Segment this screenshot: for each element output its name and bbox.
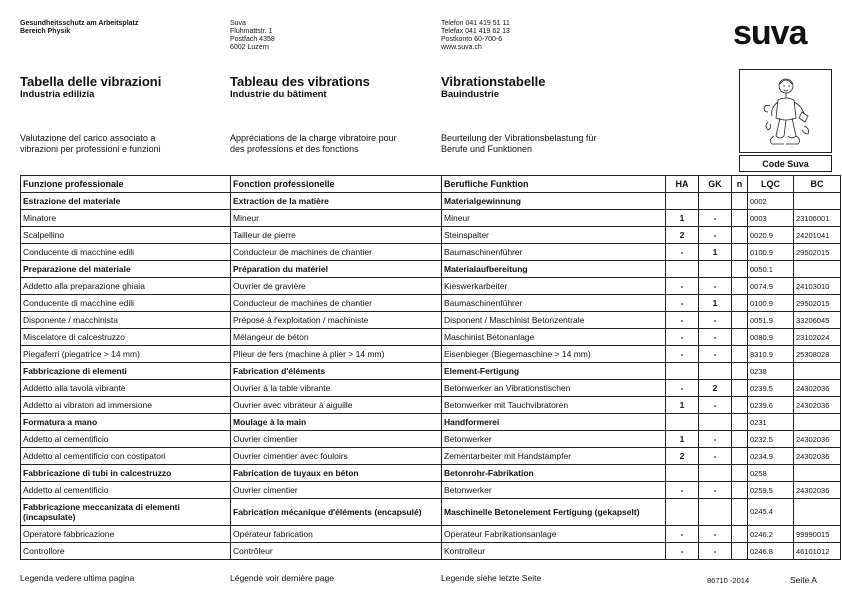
cell-n bbox=[732, 431, 748, 448]
cell-function-fr: Conducteur de machines de chantier bbox=[231, 244, 442, 261]
cell-lqc: 0100.9 bbox=[748, 295, 794, 312]
cell-gk: - bbox=[699, 448, 732, 465]
cell-ha: 1 bbox=[666, 210, 699, 227]
table-header-row bbox=[21, 176, 841, 193]
header-cell: HA bbox=[666, 176, 699, 193]
cell-gk: - bbox=[699, 346, 732, 363]
header-line: Fluhmattstr. 1 bbox=[230, 28, 273, 35]
cell-lqc: 0246.8 bbox=[748, 543, 794, 560]
cell-bc bbox=[794, 465, 841, 482]
cell-function-it: Addetto al cementificio con costipatori bbox=[21, 448, 231, 465]
cell-ha: 1 bbox=[666, 397, 699, 414]
cell-function-de: Kontrolleur bbox=[442, 543, 666, 560]
cell-gk: - bbox=[699, 227, 732, 244]
cell-bc: 24302036 bbox=[794, 448, 841, 465]
cell-ha: - bbox=[666, 482, 699, 499]
cell-function-it: Disponente / macchinista bbox=[21, 312, 231, 329]
cell-function-fr: Ouvrier cimentier bbox=[231, 431, 442, 448]
cell-function-fr: Ouvrier cimentier avec fouloirs bbox=[231, 448, 442, 465]
cell-function-it: Piegaferri (piegatrice > 14 mm) bbox=[21, 346, 231, 363]
cell-ha: - bbox=[666, 244, 699, 261]
cell-function-de: Handformerei bbox=[442, 414, 666, 431]
cell-function-de: Steinspalter bbox=[442, 227, 666, 244]
cell-n bbox=[732, 526, 748, 543]
cell-function-de: Operateur Fabrikationsanlage bbox=[442, 526, 666, 543]
header-line: Postfach 4358 bbox=[230, 36, 275, 43]
header-line: Postkonto 60-700-6 bbox=[441, 36, 503, 43]
header-cell: n bbox=[732, 176, 748, 193]
table-row bbox=[21, 482, 841, 499]
cell-gk: - bbox=[699, 526, 732, 543]
table-row bbox=[21, 431, 841, 448]
cell-function-it: Fabbricazione meccanizata di elementi (incapsulate) bbox=[21, 499, 231, 526]
cell-function-it: Conducente di macchine edili bbox=[21, 295, 231, 312]
header-line: Telefax 041 419 62 13 bbox=[441, 28, 510, 35]
cell-lqc: 0259.5 bbox=[748, 482, 794, 499]
cell-ha bbox=[666, 414, 699, 431]
cell-lqc: 0239.6 bbox=[748, 397, 794, 414]
cell-lqc: 0020.9 bbox=[748, 227, 794, 244]
cell-function-it: Scalpellino bbox=[21, 227, 231, 244]
document-number: 86710 -2014 bbox=[707, 576, 750, 585]
cell-function-it: Addetto ai vibratori ad immersione bbox=[21, 397, 231, 414]
cell-lqc: 0080.9 bbox=[748, 329, 794, 346]
header-line: Suva bbox=[230, 20, 246, 27]
header-department bbox=[20, 20, 138, 36]
cell-lqc: 0238 bbox=[748, 363, 794, 380]
cell-function-it: Conducente di macchine edili bbox=[21, 244, 231, 261]
table-section-row bbox=[21, 465, 841, 482]
cell-function-fr: Préparation du matériel bbox=[231, 261, 442, 278]
cell-function-fr: Fabrication de tuyaux en béton bbox=[231, 465, 442, 482]
table-row bbox=[21, 329, 841, 346]
page-title-it: Tabella delle vibrazioni bbox=[20, 74, 162, 89]
cell-n bbox=[732, 278, 748, 295]
cell-gk bbox=[699, 261, 732, 278]
cell-gk: - bbox=[699, 397, 732, 414]
cell-function-de: Materialgewinnung bbox=[442, 193, 666, 210]
cell-n bbox=[732, 363, 748, 380]
cell-function-fr: Ouvrier avec vibrateur à aiguille bbox=[231, 397, 442, 414]
cell-bc: 33206045 bbox=[794, 312, 841, 329]
cell-function-de: Maschinelle Betonelement Fertigung (gekapselt) bbox=[442, 499, 666, 526]
cell-lqc: 0234.9 bbox=[748, 448, 794, 465]
cell-bc bbox=[794, 499, 841, 526]
cell-bc: 24302036 bbox=[794, 482, 841, 499]
suva-mascot-icon bbox=[740, 70, 831, 152]
table-section-row bbox=[21, 363, 841, 380]
cell-function-fr: Extraction de la matière bbox=[231, 193, 442, 210]
cell-gk: - bbox=[699, 210, 732, 227]
cell-function-it: Preparazione del materiale bbox=[21, 261, 231, 278]
footer-legend-it: Legenda vedere ultima pagina bbox=[20, 573, 135, 583]
cell-ha: - bbox=[666, 278, 699, 295]
table-row bbox=[21, 227, 841, 244]
cell-function-fr: Fabrication d'éléments bbox=[231, 363, 442, 380]
cell-function-fr: Ouvrier de gravière bbox=[231, 278, 442, 295]
cell-function-it: Controllore bbox=[21, 543, 231, 560]
cell-function-de: Eisenbieger (Biegemaschine > 14 mm) bbox=[442, 346, 666, 363]
intro-line: des professions et des fonctions bbox=[230, 144, 359, 154]
cell-function-fr: Fabrication mécanique d'éléments (encapsulé) bbox=[231, 499, 442, 526]
header-cell: LQC bbox=[748, 176, 794, 193]
page-indicator: Seite A bbox=[790, 575, 817, 585]
header-address bbox=[230, 20, 275, 52]
cell-function-fr: Ouvrier cimentier bbox=[231, 482, 442, 499]
page-title-de: Vibrationstabelle bbox=[441, 74, 546, 89]
cell-lqc: 0231 bbox=[748, 414, 794, 431]
cell-function-it: Addetto al cementificio bbox=[21, 482, 231, 499]
footer-legend-fr: Légende voir dernière page bbox=[230, 573, 334, 583]
cell-function-fr: Mélangeur de béton bbox=[231, 329, 442, 346]
cell-n bbox=[732, 227, 748, 244]
cell-function-de: Betonwerker bbox=[442, 482, 666, 499]
header-line: 6002 Luzern bbox=[230, 44, 269, 51]
intro-line: vibrazioni per professioni e funzioni bbox=[20, 144, 161, 154]
cell-function-fr: Plieur de fers (machine à plier > 14 mm) bbox=[231, 346, 442, 363]
cell-bc bbox=[794, 363, 841, 380]
cell-ha bbox=[666, 193, 699, 210]
cell-n bbox=[732, 448, 748, 465]
intro-line: Berufe und Funktionen bbox=[441, 144, 533, 154]
cell-function-de: Baumaschinenführer bbox=[442, 295, 666, 312]
header-contact bbox=[441, 20, 510, 52]
cell-function-fr: Tailleur de pierre bbox=[231, 227, 442, 244]
cell-function-it: Estrazione del materiale bbox=[21, 193, 231, 210]
page-subtitle-fr: Industrie du bâtiment bbox=[230, 89, 327, 100]
header-line: Bereich Physik bbox=[20, 28, 71, 35]
cell-function-de: Maschinist Betonanlage bbox=[442, 329, 666, 346]
table-section-row bbox=[21, 261, 841, 278]
cell-function-de: Mineur bbox=[442, 210, 666, 227]
title-block-de bbox=[441, 74, 546, 100]
page-subtitle-it: Industria edilizia bbox=[20, 89, 95, 100]
cell-n bbox=[732, 329, 748, 346]
cell-lqc: 0239.5 bbox=[748, 380, 794, 397]
cell-gk: 2 bbox=[699, 380, 732, 397]
cell-function-de: Kieswerkarbeiter bbox=[442, 278, 666, 295]
cell-bc bbox=[794, 193, 841, 210]
cell-gk: 1 bbox=[699, 295, 732, 312]
cell-bc: 24302036 bbox=[794, 431, 841, 448]
cell-gk: - bbox=[699, 482, 732, 499]
cell-function-fr: Moulage à la main bbox=[231, 414, 442, 431]
cell-ha: - bbox=[666, 346, 699, 363]
cell-function-it: Formatura a mano bbox=[21, 414, 231, 431]
cell-lqc: 0050.1 bbox=[748, 261, 794, 278]
cell-n bbox=[732, 210, 748, 227]
cell-gk bbox=[699, 363, 732, 380]
code-suva-label: Code Suva bbox=[739, 155, 832, 172]
cell-bc: 24302036 bbox=[794, 397, 841, 414]
cell-function-de: Zementarbeiter mit Handstampfer bbox=[442, 448, 666, 465]
table-row bbox=[21, 295, 841, 312]
cell-lqc: 0002 bbox=[748, 193, 794, 210]
cell-ha: 2 bbox=[666, 448, 699, 465]
cell-n bbox=[732, 295, 748, 312]
cell-function-it: Addetto alla tavola vibrante bbox=[21, 380, 231, 397]
table-row bbox=[21, 543, 841, 560]
cell-n bbox=[732, 244, 748, 261]
cell-n bbox=[732, 465, 748, 482]
header-line: Gesundheitsschutz am Arbeitsplatz bbox=[20, 20, 139, 27]
cell-n bbox=[732, 193, 748, 210]
cell-ha bbox=[666, 465, 699, 482]
cell-function-it: Minatore bbox=[21, 210, 231, 227]
cell-gk: - bbox=[699, 278, 732, 295]
vibration-table bbox=[20, 175, 841, 560]
cell-function-de: Betonwerker an Vibrationstischen bbox=[442, 380, 666, 397]
cell-ha bbox=[666, 261, 699, 278]
cell-ha: - bbox=[666, 312, 699, 329]
cell-function-de: Betonrohr-Fabrikation bbox=[442, 465, 666, 482]
cell-gk: - bbox=[699, 312, 732, 329]
table-row bbox=[21, 244, 841, 261]
intro-it bbox=[20, 133, 161, 155]
table-section-row bbox=[21, 414, 841, 431]
intro-line: Appréciations de la charge vibratoire pour bbox=[230, 133, 397, 143]
cell-n bbox=[732, 482, 748, 499]
cell-ha: - bbox=[666, 526, 699, 543]
cell-function-de: Betonwerker mit Tauchvibratoren bbox=[442, 397, 666, 414]
cell-function-it: Miscelatore di calcestruzzo bbox=[21, 329, 231, 346]
cell-bc: 29502015 bbox=[794, 295, 841, 312]
header-cell: Fonction professionelle bbox=[231, 176, 442, 193]
header-cell: Berufliche Funktion bbox=[442, 176, 666, 193]
cell-function-it: Addetto al cementificio bbox=[21, 431, 231, 448]
cell-bc: 23106001 bbox=[794, 210, 841, 227]
cell-bc bbox=[794, 414, 841, 431]
cell-lqc: 8310.9 bbox=[748, 346, 794, 363]
cell-function-de: Betonwerker bbox=[442, 431, 666, 448]
suva-logo: suva bbox=[733, 14, 807, 52]
suva-illustration bbox=[739, 69, 832, 153]
cell-bc: 46101012 bbox=[794, 543, 841, 560]
cell-gk bbox=[699, 465, 732, 482]
cell-n bbox=[732, 414, 748, 431]
cell-function-de: Disponent / Maschinist Betonzentrale bbox=[442, 312, 666, 329]
cell-lqc: 0232.5 bbox=[748, 431, 794, 448]
cell-ha bbox=[666, 499, 699, 526]
table-row bbox=[21, 380, 841, 397]
header-line: www.suva.ch bbox=[441, 44, 482, 51]
intro-fr bbox=[230, 133, 397, 155]
cell-gk bbox=[699, 193, 732, 210]
cell-bc: 25308028 bbox=[794, 346, 841, 363]
cell-lqc: 0100.9 bbox=[748, 244, 794, 261]
cell-function-it: Operatore fabbricazione bbox=[21, 526, 231, 543]
cell-lqc: 0245.4 bbox=[748, 499, 794, 526]
cell-gk bbox=[699, 499, 732, 526]
cell-lqc: 0051.9 bbox=[748, 312, 794, 329]
cell-ha: - bbox=[666, 543, 699, 560]
cell-function-fr: Contrôleur bbox=[231, 543, 442, 560]
table-row bbox=[21, 312, 841, 329]
cell-function-it: Fabbricazione di tubi in calcestruzzo bbox=[21, 465, 231, 482]
cell-lqc: 0003 bbox=[748, 210, 794, 227]
table-row bbox=[21, 526, 841, 543]
header-line: Telefon 041 419 51 11 bbox=[441, 20, 510, 27]
cell-gk bbox=[699, 414, 732, 431]
page-subtitle-de: Bauindustrie bbox=[441, 89, 500, 100]
cell-n bbox=[732, 261, 748, 278]
cell-n bbox=[732, 312, 748, 329]
cell-lqc: 0258 bbox=[748, 465, 794, 482]
cell-function-fr: Conducteur de machines de chantier bbox=[231, 295, 442, 312]
cell-gk: - bbox=[699, 543, 732, 560]
cell-ha: 1 bbox=[666, 431, 699, 448]
title-block-fr bbox=[230, 74, 370, 100]
cell-gk: 1 bbox=[699, 244, 732, 261]
title-block-it bbox=[20, 74, 161, 100]
header-cell: Funzione professionale bbox=[21, 176, 231, 193]
header-cell: BC bbox=[794, 176, 841, 193]
cell-bc: 24201041 bbox=[794, 227, 841, 244]
page-title-fr: Tableau des vibrations bbox=[230, 74, 370, 89]
cell-function-de: Baumaschinenführer bbox=[442, 244, 666, 261]
cell-n bbox=[732, 346, 748, 363]
cell-n bbox=[732, 499, 748, 526]
table-row bbox=[21, 346, 841, 363]
intro-line: Beurteilung der Vibrationsbelastung für bbox=[441, 133, 597, 143]
cell-bc: 24103010 bbox=[794, 278, 841, 295]
cell-ha: - bbox=[666, 295, 699, 312]
table-row bbox=[21, 278, 841, 295]
table-section-row bbox=[21, 193, 841, 210]
cell-bc: 24302036 bbox=[794, 380, 841, 397]
intro-line: Valutazione del carico associato a bbox=[20, 133, 156, 143]
intro-de bbox=[441, 133, 596, 155]
table-row bbox=[21, 448, 841, 465]
cell-ha: - bbox=[666, 380, 699, 397]
cell-gk: - bbox=[699, 329, 732, 346]
cell-lqc: 0074.9 bbox=[748, 278, 794, 295]
cell-bc: 29502015 bbox=[794, 244, 841, 261]
cell-ha: 2 bbox=[666, 227, 699, 244]
cell-function-fr: Opérateur fabrication bbox=[231, 526, 442, 543]
cell-gk: - bbox=[699, 431, 732, 448]
cell-n bbox=[732, 397, 748, 414]
cell-bc: 99990015 bbox=[794, 526, 841, 543]
cell-function-de: Materialaufbereitung bbox=[442, 261, 666, 278]
header-cell: GK bbox=[699, 176, 732, 193]
table-row bbox=[21, 397, 841, 414]
cell-n bbox=[732, 543, 748, 560]
cell-function-it: Fabbricazione di elementi bbox=[21, 363, 231, 380]
footer-legend-de: Legende siehe letzte Seite bbox=[441, 573, 542, 583]
cell-function-de: Element-Fertigung bbox=[442, 363, 666, 380]
cell-bc: 23102024 bbox=[794, 329, 841, 346]
cell-function-fr: Ouvrier à la table vibrante bbox=[231, 380, 442, 397]
cell-function-fr: Préposé à l'exploitation / machiniste bbox=[231, 312, 442, 329]
cell-ha: - bbox=[666, 329, 699, 346]
cell-function-fr: Mineur bbox=[231, 210, 442, 227]
table-section-row bbox=[21, 499, 841, 526]
table-row bbox=[21, 210, 841, 227]
cell-ha bbox=[666, 363, 699, 380]
cell-bc bbox=[794, 261, 841, 278]
cell-function-it: Addetto alla preparazione ghiaia bbox=[21, 278, 231, 295]
cell-lqc: 0246.2 bbox=[748, 526, 794, 543]
cell-n bbox=[732, 380, 748, 397]
